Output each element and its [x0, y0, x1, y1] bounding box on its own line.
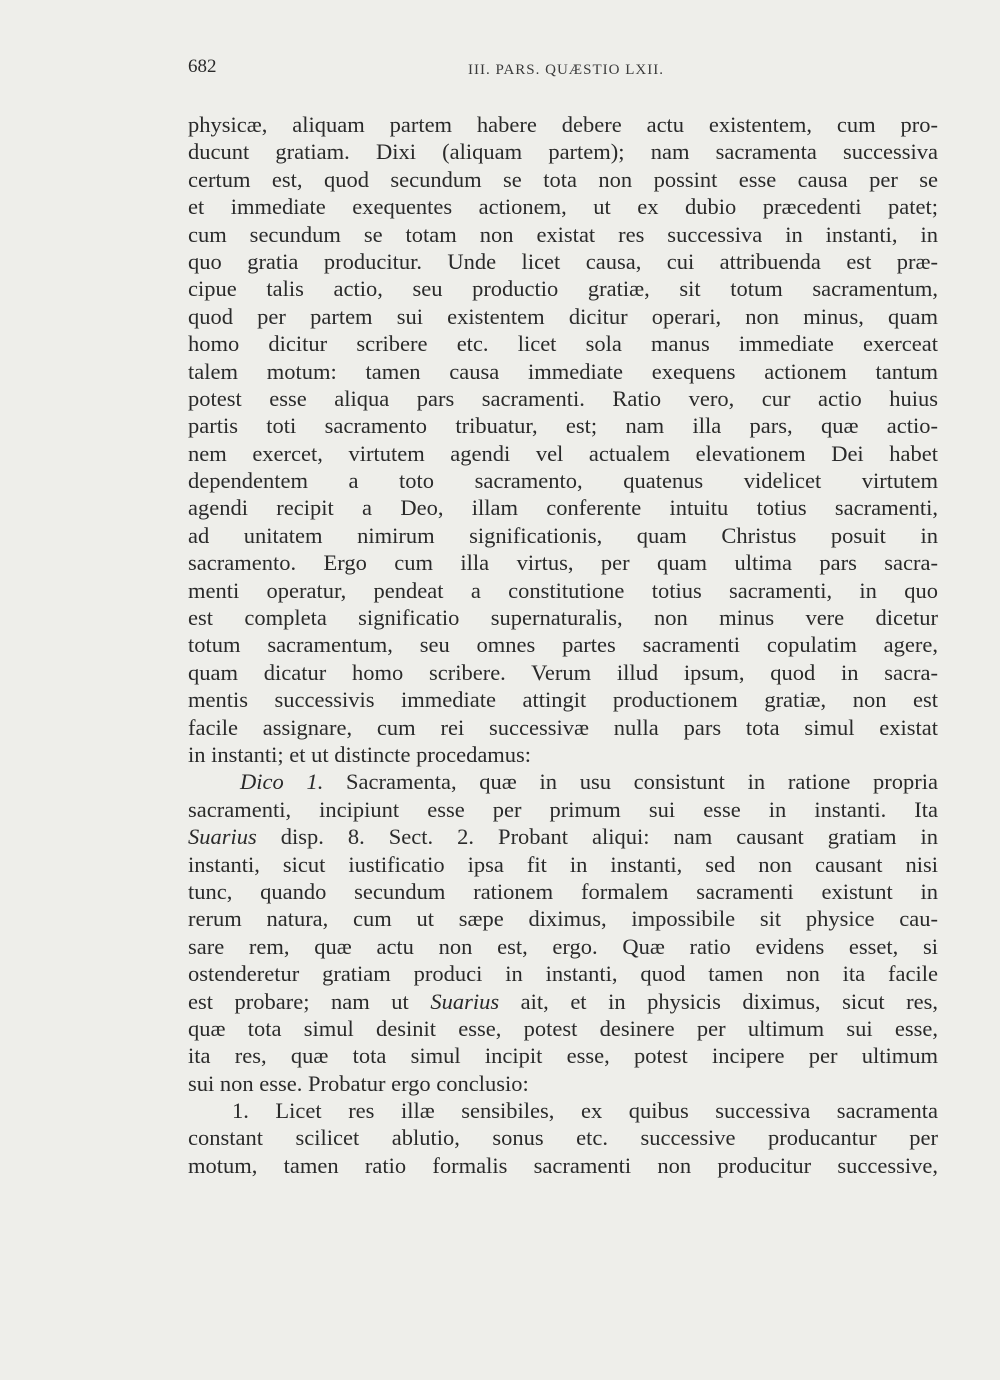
dico-label: Dico 1. [240, 769, 324, 795]
text-line: rerum natura, cum ut sæpe diximus, impossibile sit physice cau- [188, 906, 938, 932]
suarius-line-2 [188, 988, 938, 1015]
author-name: Suarius [188, 824, 257, 850]
suarius-text: disp. 8. Sect. 2. Probant aliqui: nam causant gratiam in [256, 824, 938, 850]
text-line: ducunt gratiam. Dixi (aliquam partem); nam sacramenta successiva [188, 139, 938, 165]
text-line: sui non esse. Probatur ergo conclusio: [188, 1070, 529, 1096]
text-line: sare rem, quæ actu non est, ergo. Quæ ratio evidens esset, si [188, 933, 938, 959]
text-line: partis toti sacramento tribuatur, est; nam illa pars, quæ actio- [188, 413, 938, 439]
numbered-point: 1. Licet res illæ sensibiles, ex quibus successiva sacramenta [232, 1098, 938, 1124]
dico-line [188, 768, 938, 795]
text-line: physicæ, aliquam partem habere debere actu existentem, cum pro- [188, 112, 938, 137]
text-line: cipue talis actio, seu productio gratiæ, sit totum sacramentum, [188, 276, 938, 302]
text-line: sacramento. Ergo cum illa virtus, per quam ultima pars sacra- [188, 550, 938, 576]
suarius2-after: ait, et in physicis diximus, sicut res, [499, 988, 938, 1014]
text-line: quo gratia producitur. Unde licet causa, cui attribuenda est præ- [188, 248, 938, 274]
running-head: III. PARS. QUÆSTIO LXII. [468, 62, 664, 78]
text-line: certum est, quod secundum se tota non possint esse causa per se [188, 166, 938, 192]
text-line: ad unitatem nimirum significationis, quam Christus posuit in [188, 522, 938, 548]
text-line: talem motum: tamen causa immediate exequens actionem tantum [188, 358, 938, 384]
text-line: totum sacramentum, seu omnes partes sacramenti copulatim agere, [188, 632, 938, 658]
text-line: facile assignare, cum rei successivæ nulla pars tota simul existat [188, 714, 938, 740]
text-line: et immediate exequentes actionem, ut ex dubio præcedenti patet; [188, 194, 938, 220]
text-line: potest esse aliqua pars sacramenti. Ratio vero, cur actio huius [188, 385, 938, 411]
text-line: homo dicitur scribere etc. licet sola manus immediate exerceat [188, 331, 938, 357]
text-line: nem exercet, virtutem agendi vel actualem elevationem Dei habet [188, 440, 938, 466]
text-line: est completa significatio supernaturalis, non minus vere dicetur [188, 605, 938, 631]
text-line: quam dicatur homo scribere. Verum illud ipsum, quod in sacra- [188, 659, 938, 685]
page-number: 682 [188, 56, 217, 77]
page-header [188, 56, 936, 86]
text-line: instanti, sicut iustificatio ipsa fit in instanti, sed non causant nisi [188, 851, 938, 877]
dico-text: Sacramenta, quæ in usu consistunt in ratione propria [323, 769, 938, 795]
suarius-line [188, 823, 938, 850]
text-line: quod per partem sui existentem dicitur operari, non minus, quam [188, 303, 938, 329]
text-line: tunc, quando secundum rationem formalem sacramenti existunt in [188, 878, 938, 904]
text-line: in instanti; et ut distincte procedamus: [188, 741, 532, 767]
suarius2-before: est probare; nam ut [188, 988, 431, 1014]
text-line: quæ tota simul desinit esse, potest desinere per ultimum sui esse, [188, 1015, 938, 1041]
text-line: sacramenti, incipiunt esse per primum sui esse in instanti. Ita [188, 796, 938, 822]
text-line: ostenderetur gratiam produci in instanti, quod tamen non ita facile [188, 961, 938, 987]
text-line: mentis successivis immediate attingit productionem gratiæ, non est [188, 687, 938, 713]
text-line: dependentem a toto sacramento, quatenus videlicet virtutem [188, 468, 938, 494]
text-line: constant scilicet ablutio, sonus etc. successive producantur per [188, 1125, 938, 1151]
author-name: Suarius [430, 988, 500, 1014]
text-line: menti operatur, pendeat a constitutione totius sacramenti, in quo [188, 577, 938, 603]
body-text [188, 111, 938, 1179]
text-line: agendi recipit a Deo, illam conferente intuitu totius sacramenti, [188, 495, 938, 521]
text-line: cum secundum se totam non existat res successiva in instanti, in [188, 221, 938, 247]
text-line: ita res, quæ tota simul incipit esse, potest incipere per ultimum [188, 1043, 938, 1069]
text-line: motum, tamen ratio formalis sacramenti non producitur successive, [188, 1152, 938, 1178]
